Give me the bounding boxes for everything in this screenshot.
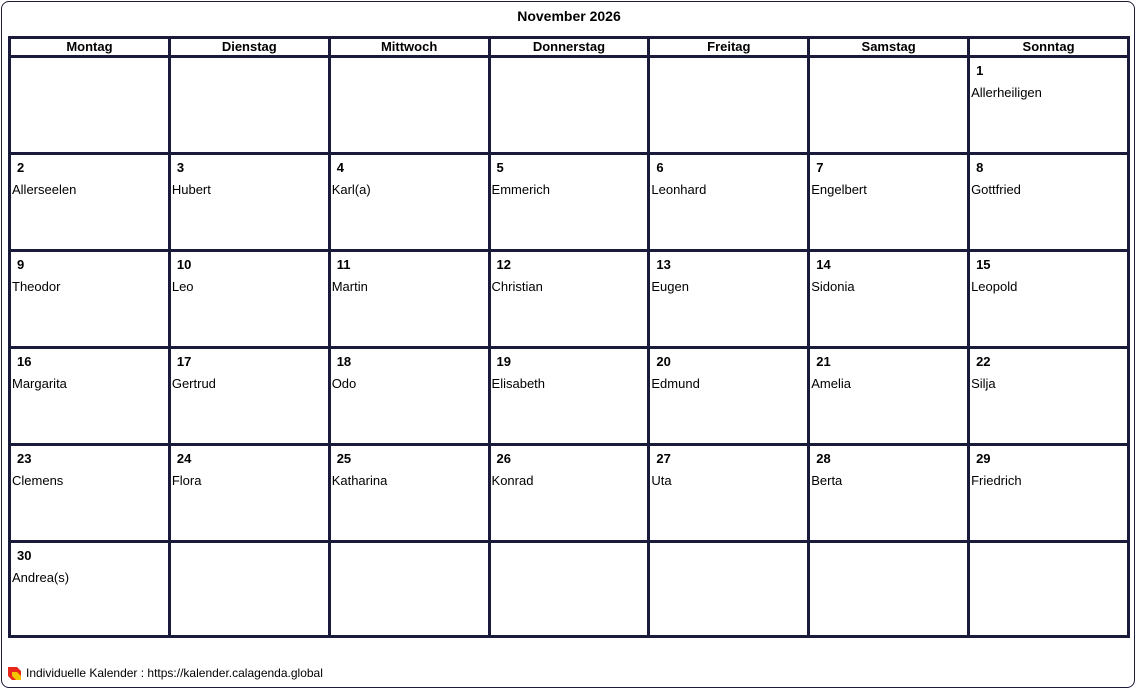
day-number: 13	[656, 257, 671, 272]
name-day: Karl(a)	[331, 182, 371, 197]
day-cell	[809, 154, 969, 251]
day-number: 6	[656, 160, 664, 175]
empty-day-cell	[489, 57, 649, 154]
week-row	[10, 57, 1129, 154]
calendar-weeks	[10, 57, 1129, 637]
day-number: 30	[17, 548, 32, 563]
name-day: Leopold	[971, 279, 1018, 294]
name-day: Uta	[651, 473, 672, 488]
day-cell	[969, 57, 1129, 154]
empty-day-cell	[649, 57, 809, 154]
day-number: 7	[816, 160, 824, 175]
name-day: Martin	[331, 279, 368, 294]
empty-day-cell	[489, 542, 649, 637]
name-day: Edmund	[651, 376, 700, 391]
day-number: 17	[176, 354, 192, 369]
day-cell	[10, 348, 170, 445]
week-row	[10, 251, 1129, 348]
day-cell	[329, 251, 489, 348]
day-number: 8	[976, 160, 984, 175]
day-cell	[969, 445, 1129, 542]
name-day: Katharina	[331, 473, 388, 488]
day-cell	[969, 154, 1129, 251]
empty-day-cell	[649, 542, 809, 637]
name-day: Silja	[971, 376, 996, 391]
day-number: 26	[496, 451, 511, 466]
day-cell	[649, 251, 809, 348]
day-cell	[489, 154, 649, 251]
day-number: 2	[17, 160, 25, 175]
day-number: 24	[176, 451, 192, 466]
name-day: Berta	[811, 473, 843, 488]
day-cell	[649, 154, 809, 251]
day-number: 28	[816, 451, 831, 466]
calagenda-logo-icon	[8, 667, 21, 680]
empty-day-cell	[329, 57, 489, 154]
name-day: Gertrud	[171, 376, 216, 391]
week-row	[10, 348, 1129, 445]
day-number: 9	[17, 257, 25, 272]
day-cell	[489, 251, 649, 348]
weekday-header: Dienstag	[169, 38, 329, 57]
day-number: 19	[496, 354, 511, 369]
name-day: Flora	[171, 473, 202, 488]
weekday-header: Montag	[10, 38, 170, 57]
day-cell	[809, 348, 969, 445]
name-day: Margarita	[12, 376, 67, 391]
day-number: 22	[976, 354, 991, 369]
weekday-header-row	[10, 38, 1129, 57]
name-day: Allerseelen	[12, 182, 77, 197]
footer-link-text[interactable]: Individuelle Kalender : https://kalender.calagenda.global	[26, 666, 323, 680]
day-number: 11	[336, 257, 351, 272]
day-number: 25	[336, 451, 352, 466]
day-cell	[649, 445, 809, 542]
name-day: Andrea(s)	[12, 570, 70, 585]
day-number: 4	[336, 160, 344, 175]
day-number: 15	[976, 257, 991, 272]
empty-day-cell	[10, 57, 170, 154]
empty-day-cell	[169, 542, 329, 637]
day-cell	[809, 445, 969, 542]
day-cell	[969, 251, 1129, 348]
day-cell	[169, 348, 329, 445]
name-day: Elisabeth	[491, 376, 546, 391]
name-day: Clemens	[12, 473, 64, 488]
day-number: 1	[976, 63, 984, 78]
day-number: 20	[656, 354, 671, 369]
day-number: 27	[656, 451, 671, 466]
day-number: 29	[976, 451, 991, 466]
day-number: 5	[496, 160, 504, 175]
empty-day-cell	[329, 542, 489, 637]
weekday-header: Sonntag	[969, 38, 1129, 57]
calendar-grid	[8, 36, 1130, 638]
name-day: Amelia	[811, 376, 851, 391]
day-number: 12	[496, 257, 511, 272]
day-number: 14	[816, 257, 831, 272]
day-cell	[169, 251, 329, 348]
name-day: Sidonia	[811, 279, 855, 294]
name-day: Konrad	[491, 473, 534, 488]
day-cell	[649, 348, 809, 445]
name-day: Eugen	[651, 279, 689, 294]
empty-day-cell	[809, 57, 969, 154]
name-day: Leo	[171, 279, 194, 294]
day-cell	[329, 154, 489, 251]
day-number: 18	[336, 354, 352, 369]
footer	[8, 666, 323, 680]
weekday-header: Mittwoch	[329, 38, 489, 57]
day-number: 16	[17, 354, 32, 369]
name-day: Engelbert	[811, 182, 867, 197]
name-day: Christian	[491, 279, 543, 294]
day-cell	[329, 348, 489, 445]
name-day: Odo	[331, 376, 357, 391]
day-cell	[809, 251, 969, 348]
name-day: Leonhard	[651, 182, 707, 197]
day-cell	[969, 348, 1129, 445]
day-cell	[329, 445, 489, 542]
day-cell	[10, 542, 170, 637]
day-cell	[489, 348, 649, 445]
day-number: 3	[176, 160, 185, 175]
weekday-header: Donnerstag	[489, 38, 649, 57]
name-day: Hubert	[171, 182, 211, 197]
name-day: Friedrich	[971, 473, 1022, 488]
weekday-header: Samstag	[809, 38, 969, 57]
day-number: 10	[176, 257, 192, 272]
week-row	[10, 154, 1129, 251]
empty-day-cell	[969, 542, 1129, 637]
name-day: Theodor	[12, 279, 61, 294]
day-number: 23	[17, 451, 32, 466]
empty-day-cell	[169, 57, 329, 154]
day-cell	[10, 154, 170, 251]
day-cell	[10, 251, 170, 348]
week-row	[10, 542, 1129, 637]
empty-day-cell	[809, 542, 969, 637]
day-cell	[169, 445, 329, 542]
name-day: Gottfried	[971, 182, 1021, 197]
weekday-header: Freitag	[649, 38, 809, 57]
week-row	[10, 445, 1129, 542]
name-day: Emmerich	[491, 182, 551, 197]
calendar-title: November 2026	[517, 8, 621, 24]
name-day: Allerheiligen	[971, 85, 1042, 100]
day-number: 21	[816, 354, 831, 369]
day-cell	[10, 445, 170, 542]
day-cell	[489, 445, 649, 542]
day-cell	[169, 154, 329, 251]
